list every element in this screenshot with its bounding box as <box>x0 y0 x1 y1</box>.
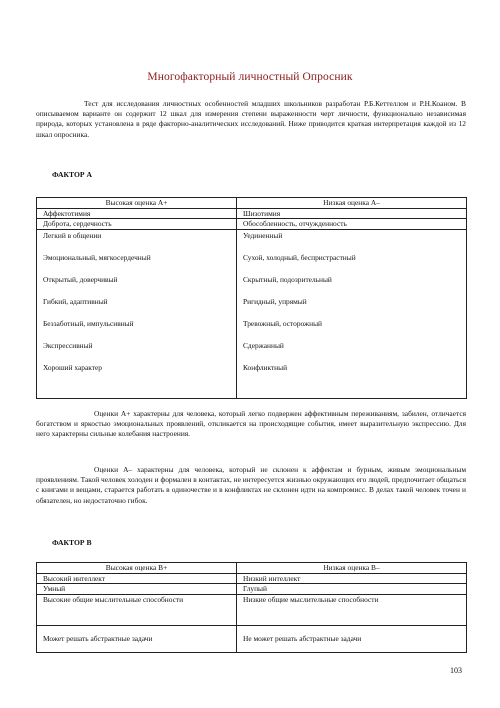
page-number: 103 <box>450 666 462 675</box>
table-row: Высокие общие мыслительные способности Низкие общие мыслительные способности <box>37 594 467 625</box>
intro-text: Тест для исследования личностных особенностей младших школьников разработан Р.Б.Кеттеллом и Р.Н.Коаном. В описываемом варианте он содержит 12 шкал для измерения степени выраженности черт личности, функционально независимая природа, которых установлена в ряде факторно-аналитических исследований. Ниже приводится краткая интерпретация каждой из 12 шкал опросника. <box>36 99 466 139</box>
paragraph-a-minus: Оценки А– характерны для человека, который не склонен к аффектам и бурным, живым эмоциональным проявлениям. Такой человек холоден и формален в контактах, не интересуется жизнью окружающих его людей, предпочитает общаться с книгами и вещами, старается работать в одиночестве и в конфликтах не склонен идти на компромисс. В делах такой человек точен и обязателен, но недостаточно гибок. <box>36 465 466 505</box>
header-high: Высокая оценка А+ <box>37 198 237 209</box>
paragraph-a-plus: Оценки А+ характерны для человека, который легко подвержен аффективным переживаниям, забилен, отличается богатством и яркостью эмоциональных проявлений, откликается на происходящие события, имеет выразительную экспрессию. Для него характерны сильные колебания настроения. <box>36 409 466 439</box>
table-row: Умный Глупый <box>37 584 467 595</box>
table-header-row <box>37 198 467 209</box>
header-low: Низкая оценка А– <box>237 198 467 209</box>
high-traits-cell: Легкий в общении Эмоциональный, мягкосердечный Открытый, доверчивый Гибкий, адаптивный Беззаботный, импульсивный Экспрессивный Хороший характер <box>37 229 237 398</box>
table-row: Аффектотимия Шизотимия <box>37 208 467 219</box>
table-row: Может решать абстрактные задачи Не может решать абстрактные задачи <box>37 625 467 652</box>
factor-b-table <box>36 562 467 653</box>
header-high: Высокая оценка В+ <box>37 563 237 574</box>
header-low: Низкая оценка В– <box>237 563 467 574</box>
low-traits-cell: Уединенный Сухой, холодный, беспристрастный Скрытный, подозрительный Ригидный, упрямый Тревожный, осторожный Сдержанный Конфликтный <box>237 229 467 398</box>
table-block-row <box>37 229 467 398</box>
page-title: Многофакторный личностный Опросник <box>147 71 353 83</box>
factor-a-table <box>36 197 467 399</box>
intro-paragraph <box>36 99 466 140</box>
factor-a-heading: ФАКТОР А <box>52 170 92 179</box>
factor-b-heading: ФАКТОР В <box>52 538 92 547</box>
table-row: Высокий интеллект Низкий интеллект <box>37 573 467 584</box>
table-header-row <box>37 563 467 574</box>
table-row: Доброта, сердечность Обособленность, отчужденность <box>37 219 467 230</box>
